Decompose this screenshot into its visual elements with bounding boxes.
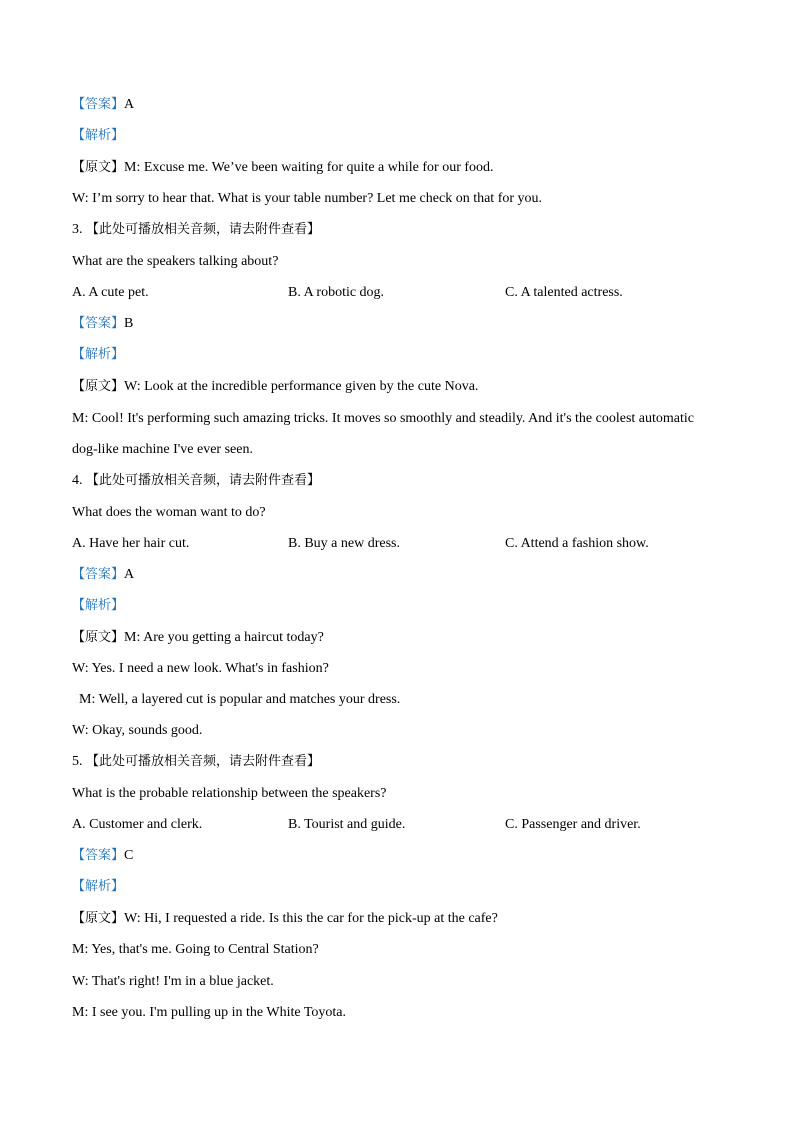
audio-note: 【此处可播放相关音频，请去附件查看】 <box>86 473 321 488</box>
q4-transcript-line-4: W: Okay, sounds good. <box>72 723 203 738</box>
q5-option-c: C. Passenger and driver. <box>505 817 641 832</box>
q5-header <box>72 753 320 771</box>
q4-transcript-line-2: W: Yes. I need a new look. What's in fashion? <box>72 661 329 676</box>
q3-answer: B <box>124 316 134 331</box>
q5-analysis-line <box>72 878 124 896</box>
q5-option-b: B. Tourist and guide. <box>288 817 406 832</box>
q5-options <box>0 816 794 834</box>
analysis-label: 【解析】 <box>72 347 125 362</box>
q3-question: What are the speakers talking about? <box>72 254 279 269</box>
q4-number: 4. <box>72 473 83 488</box>
audio-note: 【此处可播放相关音频，请去附件查看】 <box>86 754 321 769</box>
q3-option-a: A. A cute pet. <box>72 285 149 300</box>
q5-transcript-line-4: M: I see you. I'm pulling up in the White Toyota. <box>72 1005 346 1020</box>
q4-options <box>0 535 794 553</box>
q4-answer: A <box>124 567 135 582</box>
q3-answer-line <box>72 315 133 333</box>
audio-note: 【此处可播放相关音频，请去附件查看】 <box>86 222 321 237</box>
original-label: 【原文】 <box>72 630 125 645</box>
original-label: 【原文】 <box>72 160 125 175</box>
answer-label: 【答案】 <box>72 567 125 582</box>
original-label: 【原文】 <box>72 379 125 394</box>
q4-option-a: A. Have her hair cut. <box>72 536 190 551</box>
q3-header <box>72 221 320 239</box>
q5-transcript-line-3: W: That's right! I'm in a blue jacket. <box>72 974 274 989</box>
q3-option-c: C. A talented actress. <box>505 285 623 300</box>
original-label: 【原文】 <box>72 911 125 926</box>
analysis-label: 【解析】 <box>72 128 125 143</box>
q2-transcript-line-1 <box>72 159 494 177</box>
q4-analysis-line <box>72 597 124 615</box>
q2-analysis-line <box>72 127 124 145</box>
q4-header <box>72 472 320 490</box>
q4-transcript-text: M: Are you getting a haircut today? <box>124 630 324 645</box>
q3-number: 3. <box>72 222 83 237</box>
q5-transcript-text: W: Hi, I requested a ride. Is this the car for the pick-up at the cafe? <box>124 911 498 926</box>
q5-question: What is the probable relationship between the speakers? <box>72 786 387 801</box>
q5-transcript-line-1 <box>72 910 498 928</box>
q2-answer-line <box>72 96 134 114</box>
answer-label: 【答案】 <box>72 316 125 331</box>
analysis-label: 【解析】 <box>72 879 125 894</box>
q2-transcript-line-2: W: I’m sorry to hear that. What is your table number? Let me check on that for you. <box>72 191 543 206</box>
q3-transcript-line-2: M: Cool! It's performing such amazing tricks. It moves so smoothly and steadily. And it's the coolest automatic <box>72 411 694 426</box>
q4-answer-line <box>72 566 134 584</box>
q3-options <box>0 284 794 302</box>
q2-answer: A <box>124 97 135 112</box>
q4-option-c: C. Attend a fashion show. <box>505 536 649 551</box>
q3-transcript-text: W: Look at the incredible performance given by the cute Nova. <box>124 379 479 394</box>
q5-transcript-line-2: M: Yes, that's me. Going to Central Station? <box>72 942 319 957</box>
q5-answer: C <box>124 848 134 863</box>
analysis-label: 【解析】 <box>72 598 125 613</box>
q4-transcript-line-3: M: Well, a layered cut is popular and matches your dress. <box>79 692 401 707</box>
q5-answer-line <box>72 847 133 865</box>
q4-option-b: B. Buy a new dress. <box>288 536 400 551</box>
q4-transcript-line-1 <box>72 629 324 647</box>
q3-transcript-line-3: dog-like machine I've ever seen. <box>72 442 253 457</box>
q2-transcript-text: M: Excuse me. We’ve been waiting for quite a while for our food. <box>124 160 494 175</box>
q3-transcript-line-1 <box>72 378 478 396</box>
answer-label: 【答案】 <box>72 848 125 863</box>
q4-question: What does the woman want to do? <box>72 505 266 520</box>
answer-label: 【答案】 <box>72 97 125 112</box>
q3-option-b: B. A robotic dog. <box>288 285 385 300</box>
q3-analysis-line <box>72 346 124 364</box>
q5-number: 5. <box>72 754 83 769</box>
q5-option-a: A. Customer and clerk. <box>72 817 203 832</box>
